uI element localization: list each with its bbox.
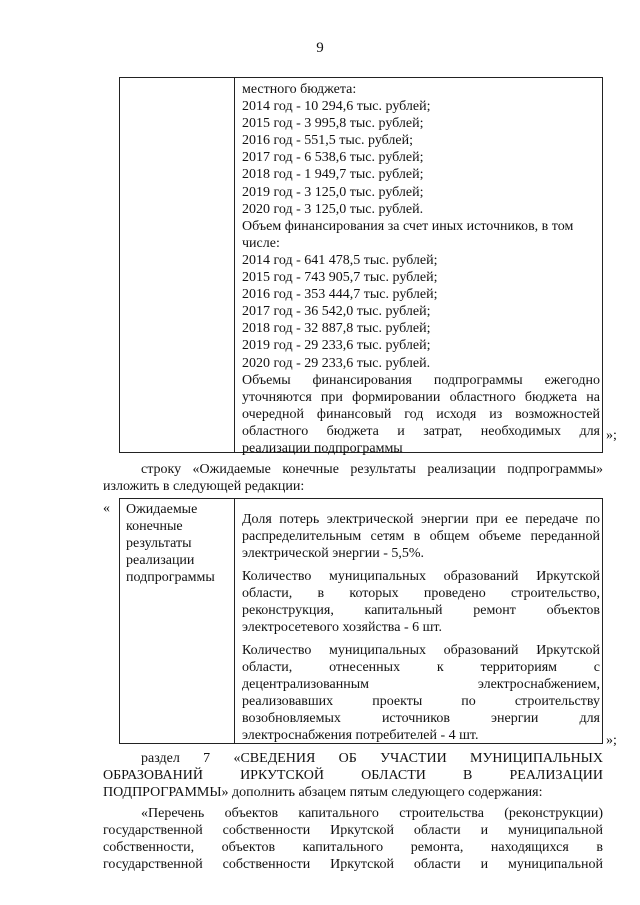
- table1-end-mark: »;: [606, 428, 617, 443]
- financing-line: 2016 год - 353 444,7 тыс. рублей;: [242, 287, 438, 303]
- result-line: Количество муниципальных образований Иркутской: [242, 643, 600, 658]
- table-divider: [234, 499, 235, 743]
- result-line: электрической энергии - 5,5%.: [242, 546, 425, 561]
- financing-line: числе:: [242, 235, 280, 251]
- para2-line3: ПОДПРОГРАММЫ» дополнить абзацем пятым следующего содержания:: [103, 785, 543, 800]
- result-line: децентрализованным электроснабжением,: [242, 677, 600, 692]
- financing-line: 2019 год - 3 125,0 тыс. рублей;: [242, 184, 424, 200]
- financing-table: [119, 77, 603, 456]
- results-label-line: конечные: [126, 519, 183, 534]
- result-line: возобновляемых источников энергии для: [242, 711, 600, 726]
- financing-line: 2020 год - 29 233,6 тыс. рублей.: [242, 355, 431, 371]
- results-value-cell: [242, 511, 600, 744]
- para3-line2: государственной собственности Иркутской области и муниципальной: [103, 823, 603, 838]
- results-label-line: результаты: [126, 536, 192, 551]
- result-line: электроснабжения потребителей - 4 шт.: [242, 728, 479, 743]
- financing-line: 2015 год - 3 995,8 тыс. рублей;: [242, 116, 424, 132]
- para1-line2: изложить в следующей редакции:: [103, 479, 305, 494]
- financing-note-line: очередной финансовый год исходя из возможностей: [242, 406, 600, 422]
- financing-note-line: реализации подпрограммы: [242, 440, 403, 456]
- financing-line: 2020 год - 3 125,0 тыс. рублей.: [242, 201, 424, 217]
- results-label-line: Ожидаемые: [126, 502, 198, 517]
- result-line: области, в которых проведено строительство,: [242, 586, 600, 601]
- results-label-line: подпрограммы: [126, 570, 215, 585]
- result-line: распределительным сетям в общем объеме переданной: [242, 529, 600, 544]
- para2-line2: ОБРАЗОВАНИЙ ИРКУТСКОЙ ОБЛАСТИ В РЕАЛИЗАЦИИ: [103, 768, 603, 783]
- financing-line: Объем финансирования за счет иных источников, в том: [242, 218, 574, 234]
- table2-open-mark: «: [103, 501, 110, 516]
- para3-line3: собственности, объектов капитального ремонта, находящихся в: [103, 840, 603, 855]
- para3-line1: «Перечень объектов капитального строительства (реконструкции): [141, 806, 603, 821]
- financing-cell: [242, 81, 600, 457]
- financing-note-line: областного бюджета и затрат, необходимых для: [242, 423, 600, 439]
- result-line: реконструкция, капитальный ремонт объектов: [242, 603, 600, 618]
- para1-line1: строку «Ожидаемые конечные результаты реализации подпрограммы»: [141, 462, 603, 477]
- financing-line: 2019 год - 29 233,6 тыс. рублей;: [242, 338, 431, 354]
- financing-line: 2016 год - 551,5 тыс. рублей;: [242, 133, 414, 149]
- result-block: [242, 642, 600, 744]
- para2-line1: раздел 7 «СВЕДЕНИЯ ОБ УЧАСТИИ МУНИЦИПАЛЬНЫХ: [141, 751, 603, 766]
- result-line: Доля потерь электрической энергии при ее передаче по: [242, 512, 600, 527]
- results-table: [119, 498, 603, 744]
- result-block: [242, 568, 600, 636]
- result-line: области, отнесенных к территориям с: [242, 660, 600, 675]
- financing-line: местного бюджета:: [242, 82, 357, 97]
- result-line: Количество муниципальных образований Иркутской: [242, 569, 600, 584]
- result-line: электросетевого хозяйства - 6 шт.: [242, 620, 442, 635]
- financing-line: 2014 год - 10 294,6 тыс. рублей;: [242, 99, 431, 115]
- para3-line4: государственной собственности Иркутской области и муниципальной: [103, 857, 603, 872]
- financing-line: 2018 год - 32 887,8 тыс. рублей;: [242, 321, 431, 337]
- financing-line: 2017 год - 6 538,6 тыс. рублей;: [242, 150, 424, 166]
- results-label-cell: [126, 501, 230, 586]
- financing-line: 2018 год - 1 949,7 тыс. рублей;: [242, 167, 424, 183]
- table2-end-mark: »;: [606, 733, 617, 748]
- financing-line: 2017 год - 36 542,0 тыс. рублей;: [242, 304, 431, 320]
- result-line: реализовавших проекты по строительству: [242, 694, 600, 709]
- financing-note-line: уточняются при формировании областного бюджета на: [242, 389, 600, 405]
- result-block: [242, 511, 600, 562]
- financing-note-line: Объемы финансирования подпрограммы ежегодно: [242, 372, 600, 388]
- table-divider: [234, 78, 235, 452]
- page-number: 9: [316, 40, 324, 56]
- financing-line: 2015 год - 743 905,7 тыс. рублей;: [242, 270, 438, 286]
- financing-line: 2014 год - 641 478,5 тыс. рублей;: [242, 252, 438, 268]
- results-label-line: реализации: [126, 553, 195, 568]
